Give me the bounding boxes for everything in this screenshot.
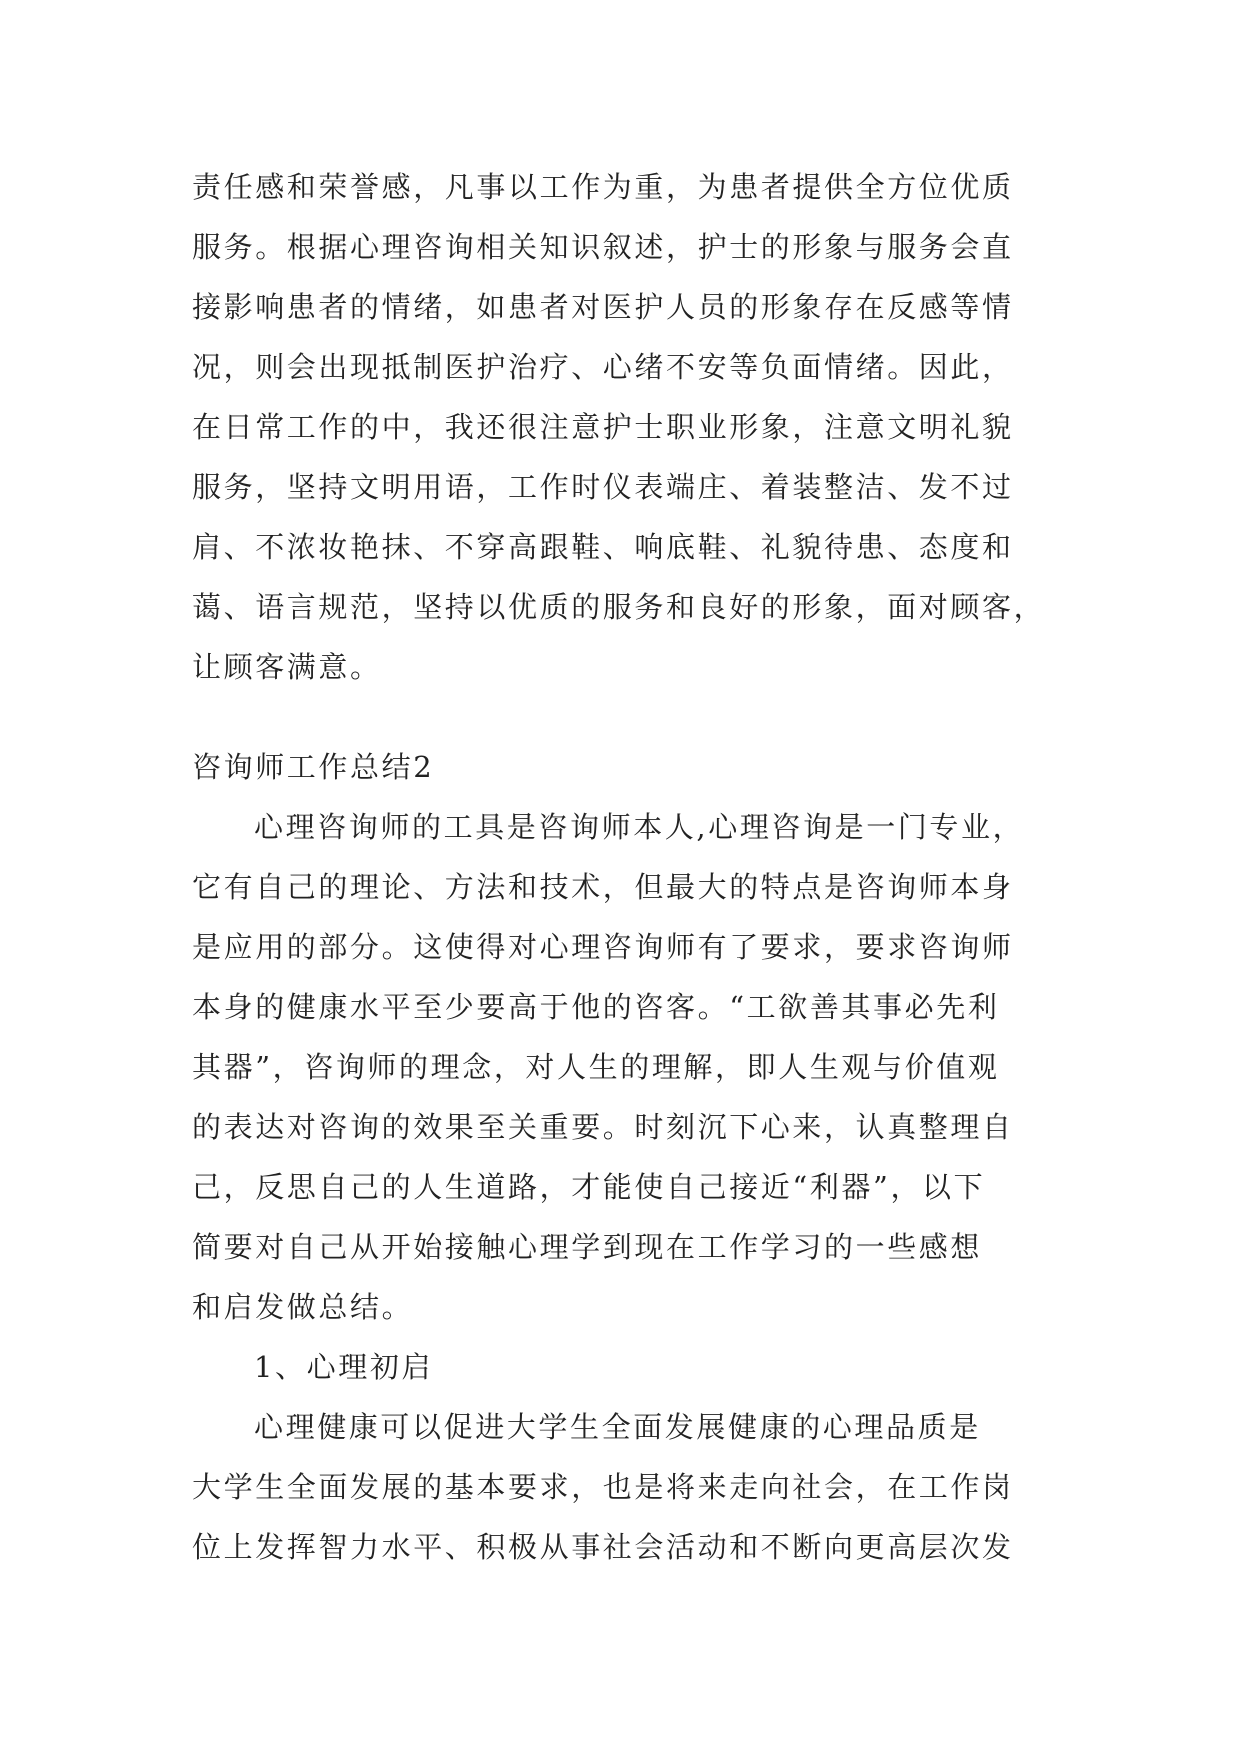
paragraph-line: 本身的健康水平至少要高于他的咨客。“工欲善其事必先利 (192, 990, 1000, 1024)
paragraph-line: 服务。根据心理咨询相关知识叙述，护士的形象与服务会直 (192, 230, 1014, 264)
paragraph-line: 其器”，咨询师的理念，对人生的理解，即人生观与价值观 (192, 1050, 1000, 1084)
continued-paragraph (192, 157, 1052, 697)
paragraph-line: 是应用的部分。这使得对心理咨询师有了要求，要求咨询师 (192, 930, 1014, 964)
section-two (192, 737, 1052, 1577)
paragraph-line: 它有自己的理论、方法和技术，但最大的特点是咨询师本身 (192, 870, 1014, 904)
paragraph-line: 责任感和荣誉感，凡事以工作为重，为患者提供全方位优质 (192, 170, 1014, 204)
paragraph-line: 蔼、语言规范，坚持以优质的服务和良好的形象，面对顾客， (192, 590, 1046, 624)
paragraph-line: 在日常工作的中，我还很注意护士职业形象，注意文明礼貌 (192, 410, 1014, 444)
paragraph-line: 接影响患者的情绪，如患者对医护人员的形象存在反感等情 (192, 290, 1014, 324)
paragraph-line: 的表达对咨询的效果至关重要。时刻沉下心来，认真整理自 (192, 1110, 1014, 1144)
paragraph-line: 简要对自己从开始接触心理学到现在工作学习的一些感想 (192, 1230, 983, 1264)
paragraph-line: 让顾客满意。 (192, 650, 382, 684)
paragraph-line: 位上发挥智力水平、积极从事社会活动和不断向更高层次发 (192, 1530, 1014, 1564)
section-title: 咨询师工作总结2 (192, 750, 435, 784)
paragraph-line: 肩、不浓妆艳抹、不穿高跟鞋、响底鞋、礼貌待患、态度和 (192, 530, 1014, 564)
paragraph-line: 心理健康可以促进大学生全面发展健康的心理品质是 (254, 1410, 981, 1444)
paragraph-line: 心理咨询师的工具是咨询师本人,心理咨询是一门专业， (254, 810, 1025, 844)
paragraph-line: 服务，坚持文明用语，工作时仪表端庄、着装整洁、发不过 (192, 470, 1014, 504)
subheading: 1、心理初启 (254, 1350, 434, 1384)
paragraph-line: 况，则会出现抵制医护治疗、心绪不安等负面情绪。因此， (192, 350, 1014, 384)
paragraph-line: 大学生全面发展的基本要求，也是将来走向社会，在工作岗 (192, 1470, 1014, 1504)
paragraph-line: 己，反思自己的人生道路，才能使自己接近“利器”，以下 (192, 1170, 986, 1204)
paragraph-line: 和启发做总结。 (192, 1290, 414, 1324)
